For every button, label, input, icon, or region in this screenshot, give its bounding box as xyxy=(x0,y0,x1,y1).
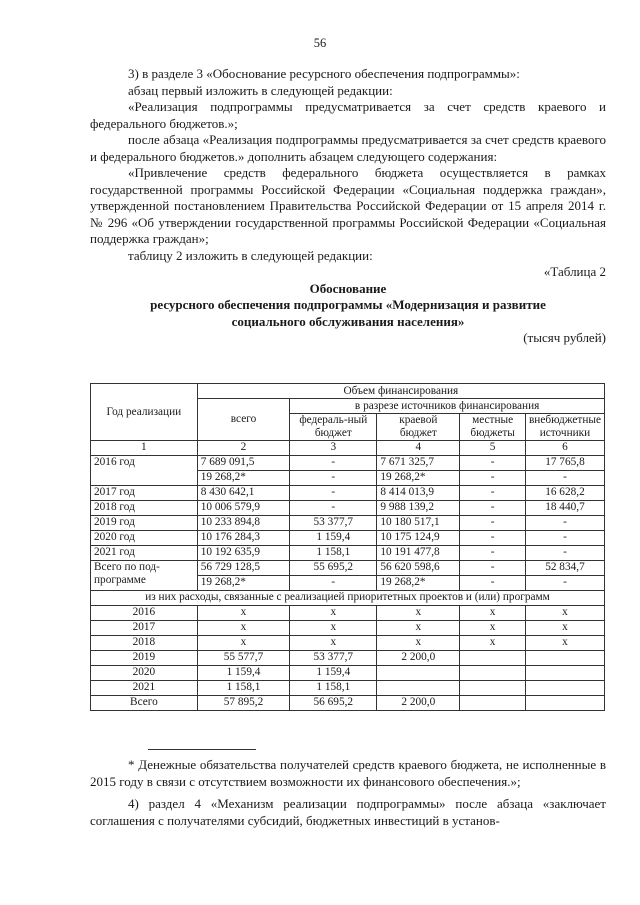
row-federal: - xyxy=(290,471,377,486)
row-regional: 9 988 139,2 xyxy=(377,501,460,516)
outro-paragraph: 4) раздел 4 «Механизм реализации подпрограммы» после абзаца «заключает соглашения с получателями субсидий, бюджетных инвестиций в установ- xyxy=(90,796,606,828)
header-year: Год реализации xyxy=(91,384,198,441)
priority-federal: 53 377,7 xyxy=(290,651,377,666)
priority-federal: 1 159,4 xyxy=(290,666,377,681)
row-federal: - xyxy=(290,456,377,471)
row-extra: - xyxy=(525,516,604,531)
row-year: 2019 год xyxy=(91,516,198,531)
row-extra: 16 628,2 xyxy=(525,486,604,501)
priority-local xyxy=(460,651,526,666)
row-total: 8 430 642,1 xyxy=(197,486,289,501)
priority-extra: x xyxy=(525,636,604,651)
priority-regional xyxy=(377,681,460,696)
table-title-line-3: социального обслуживания населения» xyxy=(231,313,465,329)
priority-row xyxy=(91,606,605,621)
table-title-line-2: ресурсного обеспечения подпрограммы «Модернизация и развитие xyxy=(150,297,546,312)
column-number-row xyxy=(91,441,605,456)
total-row xyxy=(91,561,605,576)
total-row-local: - xyxy=(460,576,526,591)
table-row xyxy=(91,456,605,471)
priority-total: 1 159,4 xyxy=(197,666,289,681)
table-title-line-1: Обоснование xyxy=(309,280,387,296)
priority-year: 2020 xyxy=(91,666,198,681)
total-row-label: Всего по под-программе xyxy=(91,561,198,591)
priority-row xyxy=(91,636,605,651)
units-note: (тысяч рублей) xyxy=(523,330,606,345)
header-extra: внебюджетные источники xyxy=(525,414,604,441)
total-row-federal: 55 695,2 xyxy=(290,561,377,576)
row-regional: 10 191 477,8 xyxy=(377,546,460,561)
footnote-separator xyxy=(148,749,256,750)
total-row-local: - xyxy=(460,561,526,576)
row-local: - xyxy=(460,471,526,486)
priority-total: x xyxy=(197,621,289,636)
row-year: 2018 год xyxy=(91,501,198,516)
priority-regional: x xyxy=(377,636,460,651)
priority-year: 2016 xyxy=(91,606,198,621)
row-regional: 8 414 013,9 xyxy=(377,486,460,501)
header-federal: федераль-ный бюджет xyxy=(290,414,377,441)
priority-regional: x xyxy=(377,606,460,621)
column-number: 3 xyxy=(290,441,377,456)
priority-local xyxy=(460,666,526,681)
row-extra: - xyxy=(525,531,604,546)
row-local: - xyxy=(460,516,526,531)
total-row-total: 19 268,2* xyxy=(197,576,289,591)
priority-row xyxy=(91,666,605,681)
table-label: «Таблица 2 xyxy=(543,264,606,279)
intro-paragraph-3: «Реализация подпрограммы предусматривается за счет средств краевого и федерального бюджетов.»; xyxy=(90,99,606,131)
header-volume: Объем финансирования xyxy=(197,384,604,399)
priority-extra xyxy=(525,696,604,711)
row-regional: 10 175 124,9 xyxy=(377,531,460,546)
row-federal: 1 159,4 xyxy=(290,531,377,546)
total-row-extra: 52 834,7 xyxy=(525,561,604,576)
total-row-extra: - xyxy=(525,576,604,591)
column-number: 6 xyxy=(525,441,604,456)
total-row-regional: 19 268,2* xyxy=(377,576,460,591)
priority-year: 2017 xyxy=(91,621,198,636)
priority-regional: 2 200,0 xyxy=(377,696,460,711)
priority-row xyxy=(91,621,605,636)
priority-total: 55 577,7 xyxy=(197,651,289,666)
priority-extra: x xyxy=(525,621,604,636)
row-federal: 1 158,1 xyxy=(290,546,377,561)
header-by-sources: в разрезе источников финансирования xyxy=(290,399,605,414)
priority-federal: x xyxy=(290,636,377,651)
row-local: - xyxy=(460,456,526,471)
row-total: 10 233 894,8 xyxy=(197,516,289,531)
priority-local xyxy=(460,696,526,711)
closing-text xyxy=(90,757,606,829)
priority-total: 1 158,1 xyxy=(197,681,289,696)
row-local: - xyxy=(460,531,526,546)
intro-paragraph-6: таблицу 2 изложить в следующей редакции: xyxy=(128,247,373,263)
row-local: - xyxy=(460,501,526,516)
priority-local xyxy=(460,681,526,696)
priority-regional: x xyxy=(377,621,460,636)
priority-row xyxy=(91,681,605,696)
priority-extra: x xyxy=(525,606,604,621)
priority-year: Всего xyxy=(91,696,198,711)
total-row-federal: - xyxy=(290,576,377,591)
priority-total: x xyxy=(197,636,289,651)
priority-extra xyxy=(525,666,604,681)
priority-federal: 1 158,1 xyxy=(290,681,377,696)
header-regional: краевой бюджет xyxy=(377,414,460,441)
column-number: 1 xyxy=(91,441,198,456)
priority-regional: 2 200,0 xyxy=(377,651,460,666)
row-extra: - xyxy=(525,546,604,561)
page-number: 56 xyxy=(313,36,327,50)
intro-paragraph-1: 3) в разделе 3 «Обоснование ресурсного обеспечения подпрограммы»: xyxy=(128,66,520,81)
priority-federal: x xyxy=(290,606,377,621)
row-extra: 18 440,7 xyxy=(525,501,604,516)
header-local: местные бюджеты xyxy=(460,414,526,441)
priority-extra xyxy=(525,681,604,696)
row-year: 2020 год xyxy=(91,531,198,546)
priority-federal: 56 695,2 xyxy=(290,696,377,711)
row-extra: - xyxy=(525,471,604,486)
priority-local: x xyxy=(460,621,526,636)
row-total: 10 192 635,9 xyxy=(197,546,289,561)
priority-year: 2019 xyxy=(91,651,198,666)
table-row xyxy=(91,501,605,516)
priority-total: 57 895,2 xyxy=(197,696,289,711)
priority-federal: x xyxy=(290,621,377,636)
table-row xyxy=(91,486,605,501)
row-total: 7 689 091,5 xyxy=(197,456,289,471)
header-total: всего xyxy=(197,399,289,441)
row-regional: 19 268,2* xyxy=(377,471,460,486)
row-federal: 53 377,7 xyxy=(290,516,377,531)
intro-paragraph-2: абзац первый изложить в следующей редакции: xyxy=(128,82,393,98)
row-total: 10 006 579,9 xyxy=(197,501,289,516)
total-row-regional: 56 620 598,6 xyxy=(377,561,460,576)
row-extra: 17 765,8 xyxy=(525,456,604,471)
priority-total: x xyxy=(197,606,289,621)
row-local: - xyxy=(460,546,526,561)
column-number: 5 xyxy=(460,441,526,456)
row-local: - xyxy=(460,486,526,501)
priority-local: x xyxy=(460,606,526,621)
row-year: 2017 год xyxy=(91,486,198,501)
priority-extra xyxy=(525,651,604,666)
column-number: 2 xyxy=(197,441,289,456)
table-row xyxy=(91,546,605,561)
footnote: * Денежные обязательства получателей средств краевого бюджета, не исполненные в 2015 году в связи с отсутствием возможности их финансового обеспечения.»; xyxy=(90,757,606,789)
row-year: 2021 год xyxy=(91,546,198,561)
priority-row xyxy=(91,696,605,711)
column-number: 4 xyxy=(377,441,460,456)
table-row xyxy=(91,531,605,546)
priority-year: 2021 xyxy=(91,681,198,696)
row-regional: 7 671 325,7 xyxy=(377,456,460,471)
intro-text xyxy=(90,66,606,347)
row-federal: - xyxy=(290,501,377,516)
row-total: 19 268,2* xyxy=(197,471,289,486)
intro-paragraph-5: «Привлечение средств федерального бюджета осуществляется в рамках государственной программы Российской Федерации «Социальная поддержка граждан», утвержденной постановлением Правительства Российской Федерации от 15 апреля 2014 г. № 296 «Об утверждении государственной программы Российской Федерации «Социальная поддержка граждан»; xyxy=(90,165,606,246)
row-total: 10 176 284,3 xyxy=(197,531,289,546)
priority-heading: из них расходы, связанные с реализацией приоритетных проектов и (или) программ xyxy=(91,591,605,606)
intro-paragraph-4: после абзаца «Реализация подпрограммы предусматривается за счет средств краевого и федерального бюджетов.» дополнить абзацем следующего содержания: xyxy=(90,132,606,164)
priority-local: x xyxy=(460,636,526,651)
funding-table xyxy=(90,383,605,711)
priority-year: 2018 xyxy=(91,636,198,651)
row-year: 2016 год xyxy=(91,456,198,486)
table-row xyxy=(91,516,605,531)
total-row-total: 56 729 128,5 xyxy=(197,561,289,576)
priority-regional xyxy=(377,666,460,681)
row-regional: 10 180 517,1 xyxy=(377,516,460,531)
row-federal: - xyxy=(290,486,377,501)
priority-row xyxy=(91,651,605,666)
